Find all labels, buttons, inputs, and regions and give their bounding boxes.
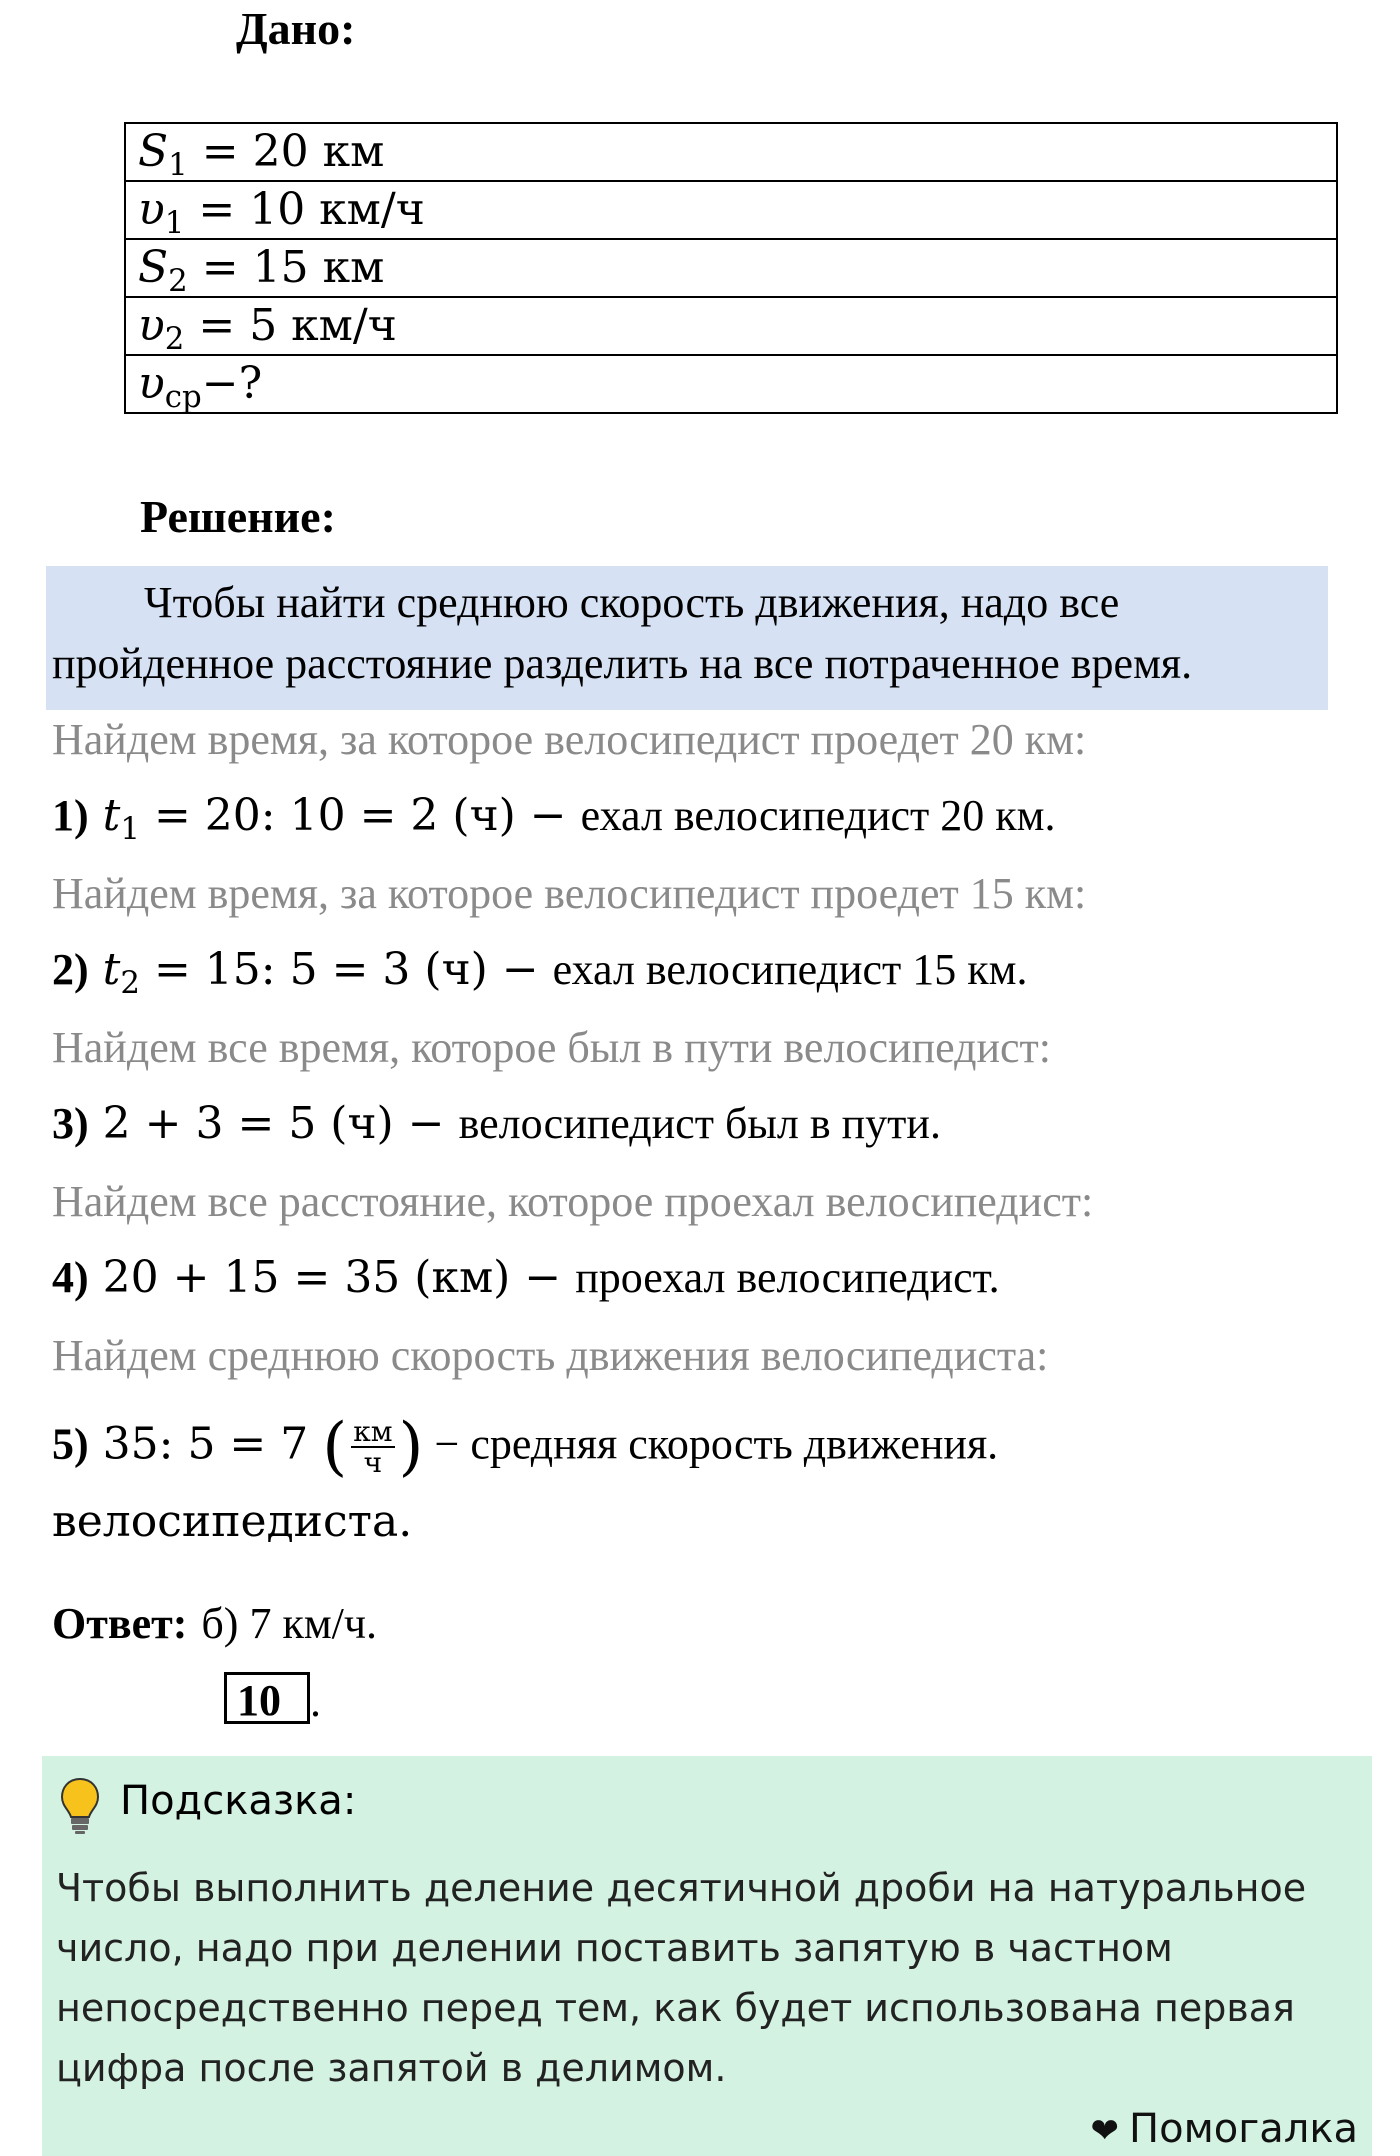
step-1 [52,790,1056,848]
hint-text: Чтобы выполнить деление десятичной дроби на натуральное число, надо при делении поставить запятую в частном непосредственно перед тем, как будет использована первая цифра после запятой в делимом. [56,1866,1307,2090]
step-expression: 35: 5 = 7 [102,1418,323,1470]
answer [52,1598,377,1649]
brand-name: Помогалка [1129,2106,1358,2152]
rule-text: Чтобы найти среднюю скорость движения, надо все пройденное расстояние разделить на все потраченное время. [52,578,1193,688]
rule-box [46,566,1328,710]
step-text: ехал велосипедист 15 км. [552,945,1028,994]
step-subscript: 2 [120,965,140,1002]
step-4 [52,1252,1000,1303]
step-expression: = 15: 5 = 3 (ч) − [139,944,553,995]
given-row [125,355,1337,413]
step-5-continuation: велосипедиста. [52,1496,413,1547]
step-number: 1) [52,791,89,840]
step-3 [52,1098,941,1149]
given-subscript: 1 [168,147,188,184]
step-expression: 20 + 15 = 35 (км) − [102,1252,576,1303]
solution-title: Решение: [140,491,336,542]
given-symbol: S [138,242,169,293]
step-variable: t [102,944,121,995]
task-number-box: 10 [224,1672,310,1724]
step-number: 4) [52,1253,89,1302]
given-value: = 15 км [187,242,385,293]
given-value: = 5 км/ч [184,300,397,351]
step-text: велосипедист был в пути. [458,1099,941,1148]
given-row [125,297,1337,355]
given-value: = 10 км/ч [184,184,425,235]
step-hint: Найдем все время, которое был в пути велосипедист: [52,1023,1051,1072]
hint-box [42,1756,1372,2156]
step-number: 3) [52,1099,89,1148]
step-text: ехал велосипедист 20 км. [580,791,1056,840]
step-expression: = 20: 10 = 2 (ч) − [139,790,581,841]
fraction-denominator: ч [363,1446,383,1479]
fraction-numerator: км [353,1414,393,1448]
step-5: 5) 35: 5 = 7 ( $\frac{км}{ч}$ ) − средняя скорость движения. [52,1410,999,1484]
given-symbol: S [138,126,169,177]
step-expression: 2 + 3 = 5 (ч) − [102,1098,459,1149]
task-number-dot: . [310,1677,321,1726]
given-table [124,122,1338,414]
step-number: 2) [52,945,89,994]
given-value: −? [201,358,263,409]
answer-value: б) 7 км/ч. [201,1599,378,1648]
step-text: проехал велосипедист. [575,1253,1000,1302]
given-row [125,239,1337,297]
step-hint: Найдем среднюю скорость движения велосипедиста: [52,1331,1049,1380]
given-subscript: 1 [164,205,185,242]
given-subscript: ср [164,379,202,416]
step-subscript: 1 [120,811,140,848]
step-2 [52,944,1028,1002]
given-symbol: υ [138,358,165,409]
step-hint: Найдем все расстояние, которое проехал велосипедист: [52,1177,1094,1226]
given-row [125,181,1337,239]
step-variable: t [102,790,121,841]
heart-icon: ❤ [1090,2111,1120,2151]
lightbulb-icon [58,1776,102,1836]
given-title: Дано: [236,3,356,54]
given-subscript: 2 [168,263,188,300]
step-hint: Найдем время, за которое велосипедист проедет 20 км: [52,715,1087,764]
given-symbol: υ [138,300,165,351]
step-hint: Найдем время, за которое велосипедист проедет 15 км: [52,869,1087,918]
brand-label [1091,2106,1358,2152]
answer-label: Ответ: [52,1599,188,1648]
fraction [351,1414,394,1479]
given-row [125,123,1337,181]
given-value: = 20 км [187,126,385,177]
given-subscript: 2 [164,321,185,358]
step-number: 5) [52,1419,89,1469]
step-text: − средняя скорость движения. [423,1419,999,1469]
given-symbol: υ [138,184,165,235]
hint-title: Подсказка: [120,1778,357,1824]
